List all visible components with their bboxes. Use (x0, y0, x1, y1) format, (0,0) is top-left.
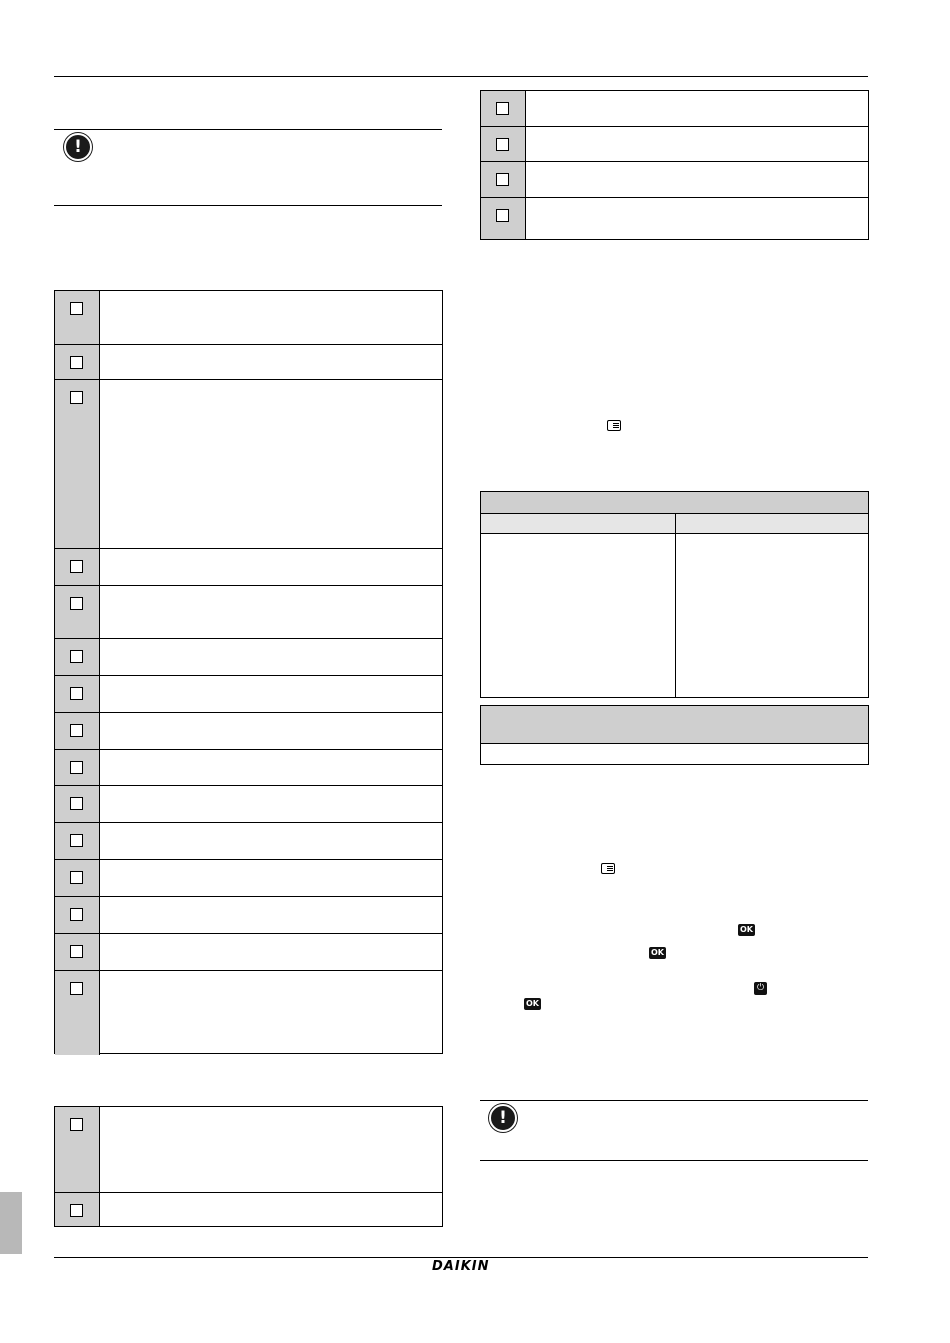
checklist-row (55, 675, 442, 712)
checklist-secondary (54, 1106, 443, 1227)
checkbox[interactable] (70, 597, 83, 610)
note-bottom-rule (54, 205, 442, 206)
checkbox[interactable] (70, 356, 83, 369)
checkbox[interactable] (70, 650, 83, 663)
checklist-row (55, 859, 442, 896)
checkbox[interactable] (70, 908, 83, 921)
checklist-main (54, 290, 443, 1054)
checkbox[interactable] (70, 871, 83, 884)
header-rule (54, 76, 868, 77)
checklist-row (481, 126, 868, 161)
checklist-row (55, 933, 442, 970)
ok-button-icon[interactable]: OK (526, 999, 539, 1008)
checkbox[interactable] (70, 797, 83, 810)
checklist-row (55, 822, 442, 859)
power-icon[interactable]: ⏻ (754, 982, 767, 995)
menu-icon (601, 863, 615, 874)
ok-button-icon[interactable]: OK (740, 925, 753, 934)
checklist-row (55, 1107, 442, 1192)
footer-rule (54, 1257, 868, 1258)
checkbox[interactable] (70, 982, 83, 995)
checklist-row (55, 585, 442, 638)
checklist-row (55, 785, 442, 822)
checkbox[interactable] (70, 560, 83, 573)
checklist-row (55, 638, 442, 675)
checkbox[interactable] (70, 687, 83, 700)
note-top-rule (480, 1100, 868, 1101)
checkbox[interactable] (70, 1204, 83, 1217)
grid-header (481, 492, 868, 514)
checklist-row (481, 161, 868, 197)
checkbox[interactable] (70, 834, 83, 847)
grid-column-divider (675, 514, 676, 697)
checkbox[interactable] (70, 302, 83, 315)
settings-grid (480, 491, 869, 698)
checkbox[interactable] (70, 724, 83, 737)
menu-icon (607, 420, 621, 431)
checklist-row (55, 548, 442, 585)
grid-footer-header (481, 706, 868, 744)
note-top-rule (54, 129, 442, 130)
note-bottom-rule (480, 1160, 868, 1161)
checklist-row (55, 344, 442, 379)
daikin-logo: DAIKIN (432, 1259, 490, 1274)
chapter-tab (0, 1192, 22, 1254)
checkbox[interactable] (70, 1118, 83, 1131)
checklist-row (481, 197, 868, 239)
checkbox[interactable] (496, 102, 509, 115)
checklist-row (55, 1192, 442, 1226)
exclamation-icon: ! (489, 1104, 517, 1132)
checklist-row (55, 749, 442, 785)
checklist-row (55, 712, 442, 749)
checkbox[interactable] (70, 945, 83, 958)
checklist-row (481, 91, 868, 126)
settings-grid-footer (480, 705, 869, 765)
checkbox[interactable] (70, 761, 83, 774)
checklist-row (55, 291, 442, 344)
exclamation-icon: ! (64, 133, 92, 161)
ok-button-icon[interactable]: OK (651, 948, 664, 957)
checkbox[interactable] (496, 209, 509, 222)
checklist-row (55, 970, 442, 1055)
checklist-right (480, 90, 869, 240)
checkbox[interactable] (496, 138, 509, 151)
checkbox[interactable] (496, 173, 509, 186)
checkbox[interactable] (70, 391, 83, 404)
checklist-row (55, 896, 442, 933)
checklist-row (55, 379, 442, 548)
